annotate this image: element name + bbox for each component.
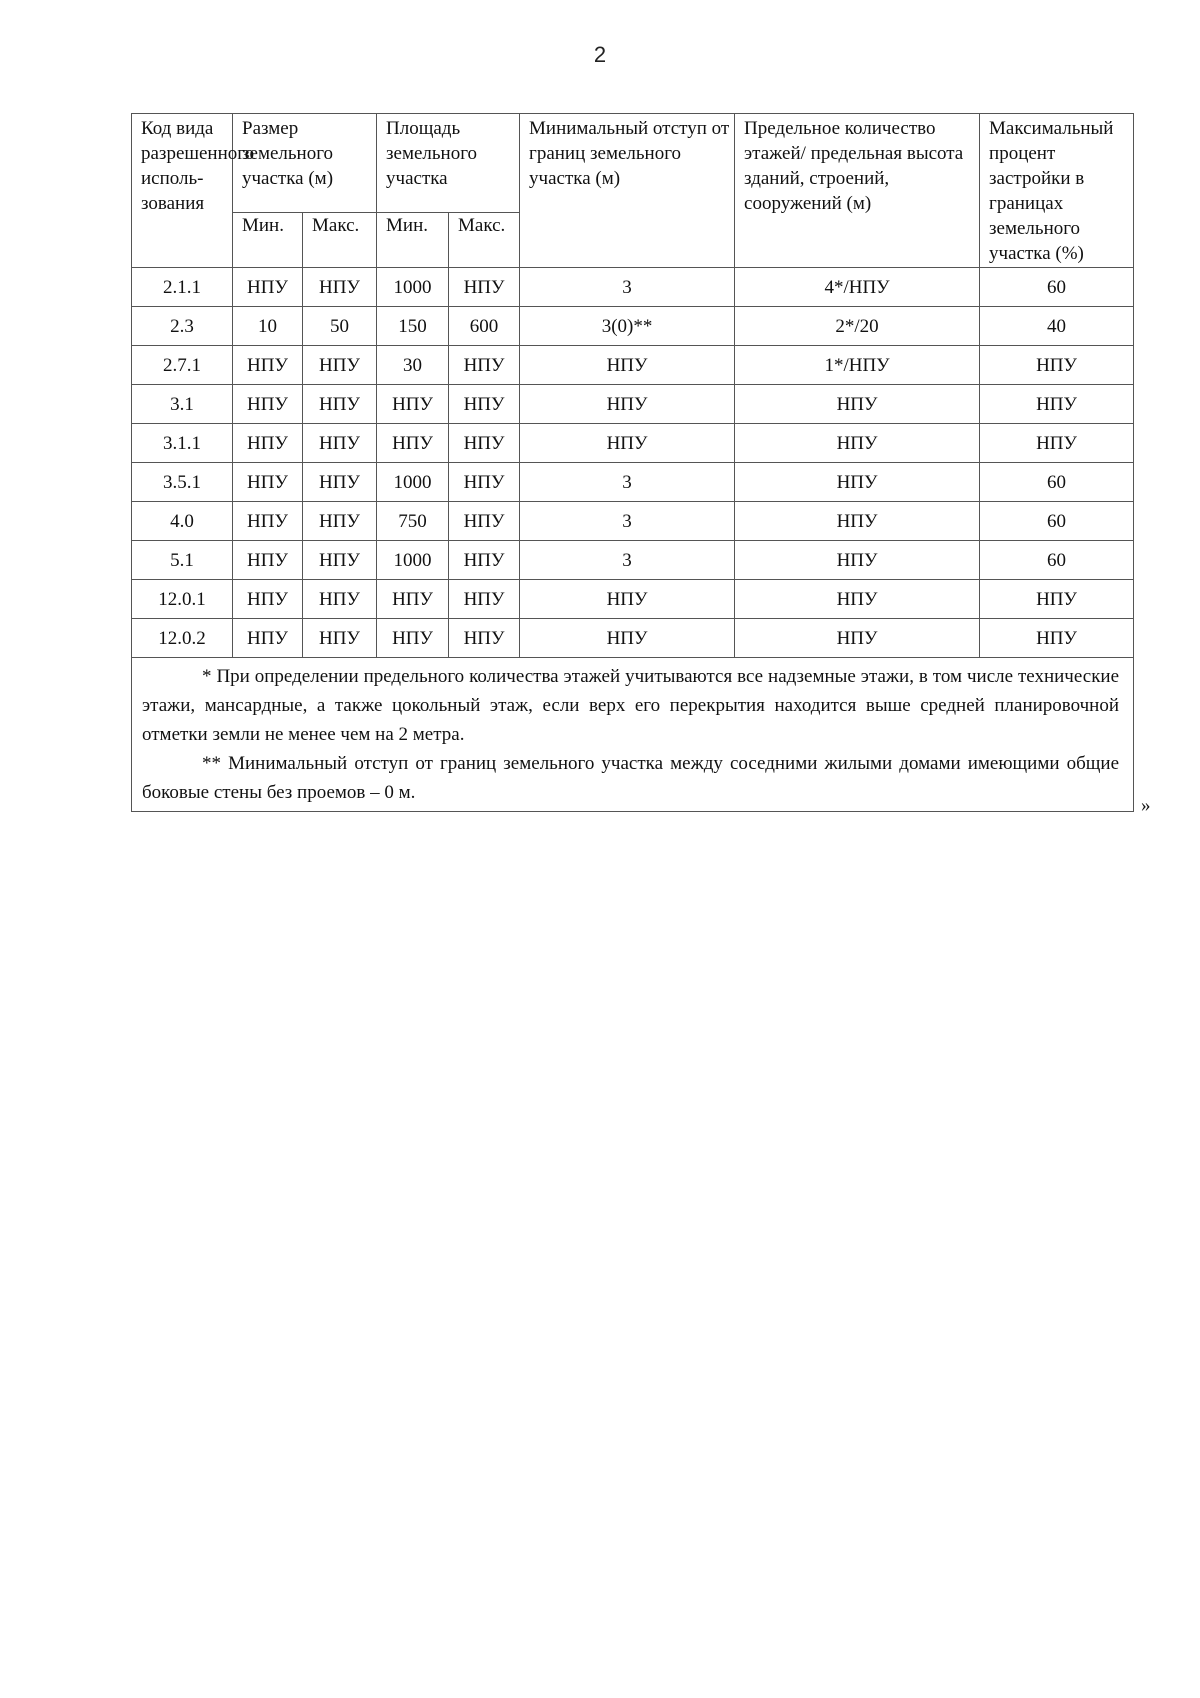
cell-code: 12.0.1: [132, 580, 233, 619]
cell-size-max: НПУ: [303, 541, 377, 580]
cell-coverage: НПУ: [980, 619, 1134, 658]
cell-size-max: НПУ: [303, 502, 377, 541]
cell-area-min: 1000: [377, 268, 449, 307]
header-code: Код вида разрешенного исполь-зования: [132, 114, 233, 268]
table-row: [132, 385, 1134, 424]
cell-area-max: НПУ: [449, 541, 520, 580]
cell-floors-height: НПУ: [735, 619, 980, 658]
cell-floors-height: НПУ: [735, 541, 980, 580]
cell-size-max: НПУ: [303, 346, 377, 385]
cell-area-max: НПУ: [449, 502, 520, 541]
table-row: [132, 619, 1134, 658]
cell-area-min: НПУ: [377, 385, 449, 424]
cell-size-min: НПУ: [233, 346, 303, 385]
cell-size-max: НПУ: [303, 619, 377, 658]
header-plot-area: Площадь земельного участка: [377, 114, 520, 213]
cell-area-max: НПУ: [449, 385, 520, 424]
table-row: [132, 268, 1134, 307]
header-plot-size-min: Мин.: [233, 213, 303, 268]
cell-code: 3.1.1: [132, 424, 233, 463]
header-min-setback: Минимальный отступ от границ земельного участка (м): [520, 114, 735, 268]
cell-code: 12.0.2: [132, 619, 233, 658]
header-plot-size-max: Макс.: [303, 213, 377, 268]
cell-setback: 3: [520, 502, 735, 541]
cell-area-max: 600: [449, 307, 520, 346]
cell-coverage: 60: [980, 268, 1134, 307]
cell-area-max: НПУ: [449, 346, 520, 385]
footnote-setback: ** Минимальный отступ от границ земельного участка между соседними жилыми домами имеющими общие боковые стены без проемов – 0 м.: [142, 753, 1120, 803]
footnote-floors: * При определении предельного количества этажей учитываются все надземные этажи, в том числе технические этажи, мансардные, а также цокольный этаж, если верх его перекрытия находится выше средней планировочной отметки земли не менее чем на 2 метра.: [142, 666, 1120, 745]
cell-floors-height: НПУ: [735, 502, 980, 541]
cell-setback: НПУ: [520, 346, 735, 385]
cell-size-min: НПУ: [233, 385, 303, 424]
cell-size-max: НПУ: [303, 463, 377, 502]
cell-code: 2.1.1: [132, 268, 233, 307]
cell-coverage: 60: [980, 463, 1134, 502]
cell-setback: НПУ: [520, 580, 735, 619]
cell-setback: 3: [520, 541, 735, 580]
cell-setback: 3: [520, 268, 735, 307]
cell-coverage: НПУ: [980, 346, 1134, 385]
cell-size-min: НПУ: [233, 541, 303, 580]
cell-setback: НПУ: [520, 385, 735, 424]
cell-coverage: НПУ: [980, 424, 1134, 463]
header-plot-area-min: Мин.: [377, 213, 449, 268]
footnotes-cell: [132, 658, 1134, 812]
cell-size-min: НПУ: [233, 463, 303, 502]
table-row: [132, 541, 1134, 580]
cell-size-min: НПУ: [233, 268, 303, 307]
cell-floors-height: НПУ: [735, 463, 980, 502]
cell-floors-height: НПУ: [735, 580, 980, 619]
cell-code: 2.7.1: [132, 346, 233, 385]
cell-area-max: НПУ: [449, 268, 520, 307]
cell-area-min: 1000: [377, 463, 449, 502]
table-row: [132, 346, 1134, 385]
cell-code: 3.1: [132, 385, 233, 424]
cell-size-min: НПУ: [233, 502, 303, 541]
cell-code: 2.3: [132, 307, 233, 346]
table-row: [132, 307, 1134, 346]
cell-code: 3.5.1: [132, 463, 233, 502]
cell-size-min: НПУ: [233, 619, 303, 658]
cell-size-max: НПУ: [303, 268, 377, 307]
cell-coverage: НПУ: [980, 580, 1134, 619]
cell-area-min: 1000: [377, 541, 449, 580]
cell-setback: 3: [520, 463, 735, 502]
cell-size-max: НПУ: [303, 580, 377, 619]
cell-floors-height: 1*/НПУ: [735, 346, 980, 385]
cell-size-max: 50: [303, 307, 377, 346]
header-plot-size: Размер земельного участка (м): [233, 114, 377, 213]
cell-floors-height: НПУ: [735, 385, 980, 424]
page-number: 2: [593, 42, 607, 67]
cell-area-max: НПУ: [449, 580, 520, 619]
cell-setback: НПУ: [520, 424, 735, 463]
cell-area-max: НПУ: [449, 619, 520, 658]
zoning-parameters-table: [131, 113, 1134, 812]
cell-code: 4.0: [132, 502, 233, 541]
cell-area-min: 30: [377, 346, 449, 385]
cell-setback: НПУ: [520, 619, 735, 658]
cell-size-max: НПУ: [303, 385, 377, 424]
cell-coverage: НПУ: [980, 385, 1134, 424]
cell-area-min: НПУ: [377, 580, 449, 619]
header-max-coverage: Максимальный процент застройки в границах земельного участка (%): [980, 114, 1134, 268]
cell-area-min: 150: [377, 307, 449, 346]
table-row: [132, 502, 1134, 541]
table-row: [132, 424, 1134, 463]
header-plot-area-max: Макс.: [449, 213, 520, 268]
cell-size-min: НПУ: [233, 580, 303, 619]
closing-quote-mark: »: [1141, 795, 1151, 816]
cell-floors-height: НПУ: [735, 424, 980, 463]
cell-code: 5.1: [132, 541, 233, 580]
cell-area-max: НПУ: [449, 424, 520, 463]
cell-setback: 3(0)**: [520, 307, 735, 346]
cell-coverage: 40: [980, 307, 1134, 346]
cell-floors-height: 2*/20: [735, 307, 980, 346]
cell-area-max: НПУ: [449, 463, 520, 502]
cell-coverage: 60: [980, 541, 1134, 580]
table-row: [132, 580, 1134, 619]
notes-row: [132, 658, 1134, 812]
cell-floors-height: 4*/НПУ: [735, 268, 980, 307]
cell-size-max: НПУ: [303, 424, 377, 463]
cell-size-min: НПУ: [233, 424, 303, 463]
cell-size-min: 10: [233, 307, 303, 346]
cell-area-min: НПУ: [377, 424, 449, 463]
cell-area-min: НПУ: [377, 619, 449, 658]
table-row: [132, 463, 1134, 502]
cell-coverage: 60: [980, 502, 1134, 541]
header-floors-height: Предельное количество этажей/ предельная высота зданий, строений, сооружений (м): [735, 114, 980, 268]
cell-area-min: 750: [377, 502, 449, 541]
